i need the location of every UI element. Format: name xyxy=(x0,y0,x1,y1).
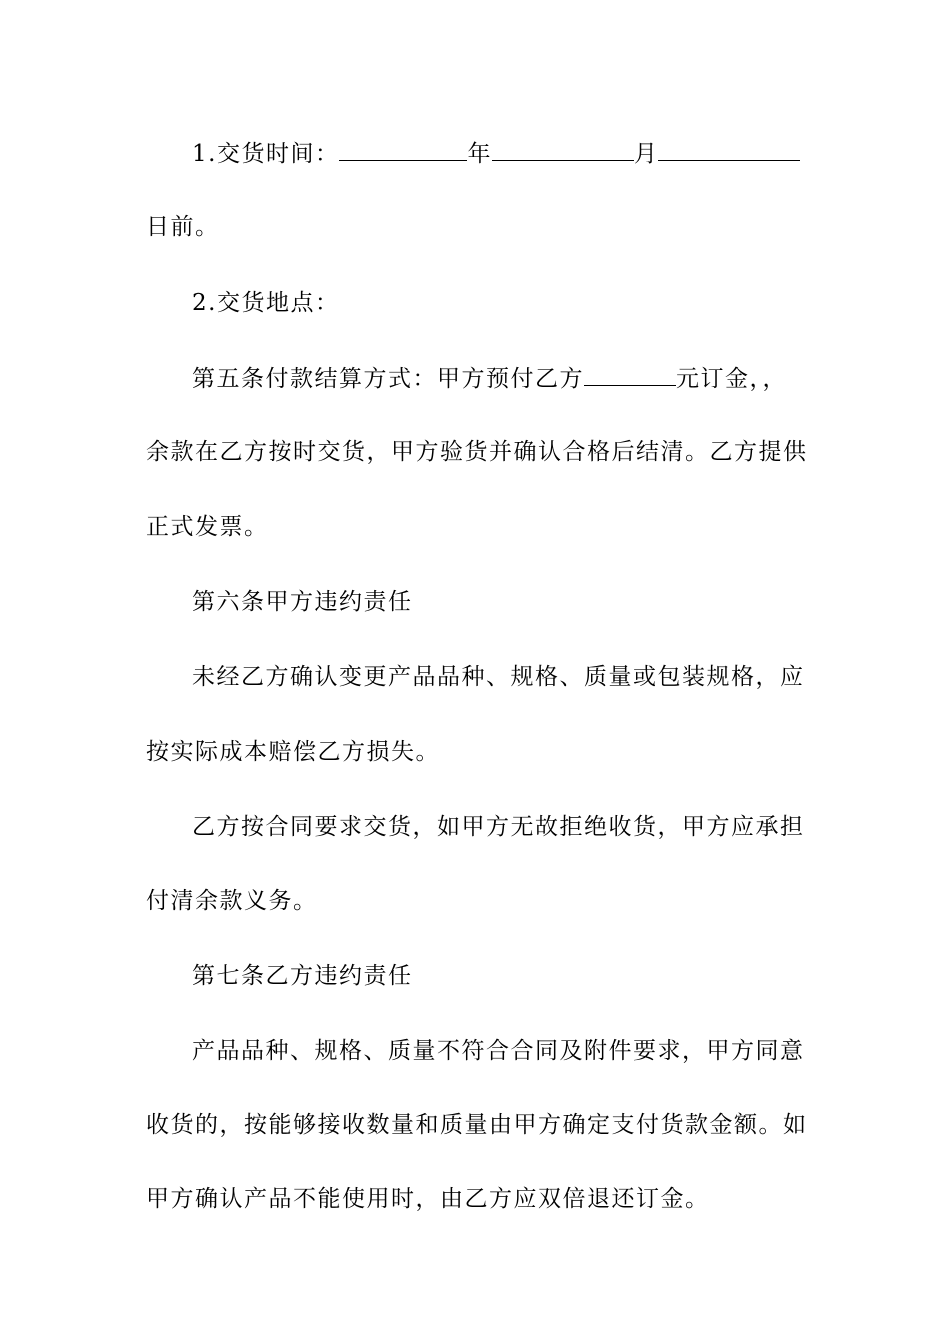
delivery-time-end: 日前。 xyxy=(146,214,220,240)
delivery-time-month: 月 xyxy=(633,141,659,167)
article-6-p2-line-1: 乙方按合同要求交货，如甲方无故拒绝收货，甲方应承担 xyxy=(192,814,805,840)
delivery-time-line xyxy=(192,138,808,169)
article-7-p1-line-3: 甲方确认产品不能使用时，由乙方应双倍退还订金。 xyxy=(146,1186,710,1212)
article-5-text-b: 元订金，， xyxy=(676,366,787,392)
article-6-p1-line-1: 未经乙方确认变更产品品种、规格、质量或包装规格，应 xyxy=(192,664,805,690)
article-5-line-1 xyxy=(192,363,808,394)
article-5-line-2: 余款在乙方按时交货，甲方验货并确认合格后结清。乙方提供 xyxy=(146,439,808,465)
delivery-time-year: 年 xyxy=(467,141,492,167)
day-blank xyxy=(658,138,800,161)
article-6-p2-line-2: 付清余款义务。 xyxy=(146,888,318,914)
delivery-place: 2.交货地点： xyxy=(192,290,340,316)
month-blank xyxy=(492,138,634,161)
article-6-p1-line-2: 按实际成本赔偿乙方损失。 xyxy=(146,739,440,765)
article-6-title: 第六条甲方违约责任 xyxy=(192,589,413,615)
delivery-time-label: 1.交货时间： xyxy=(192,141,340,167)
article-5-text-a: 第五条付款结算方式：甲方预付乙方 xyxy=(192,366,584,392)
year-blank xyxy=(339,138,467,161)
article-7-p1-line-2: 收货的，按能够接收数量和质量由甲方确定支付货款金额。如 xyxy=(146,1112,808,1138)
deposit-blank xyxy=(584,363,676,386)
article-5-line-3: 正式发票。 xyxy=(146,514,269,540)
article-7-title: 第七条乙方违约责任 xyxy=(192,963,413,989)
article-7-p1-line-1: 产品品种、规格、质量不符合合同及附件要求，甲方同意 xyxy=(192,1038,805,1064)
